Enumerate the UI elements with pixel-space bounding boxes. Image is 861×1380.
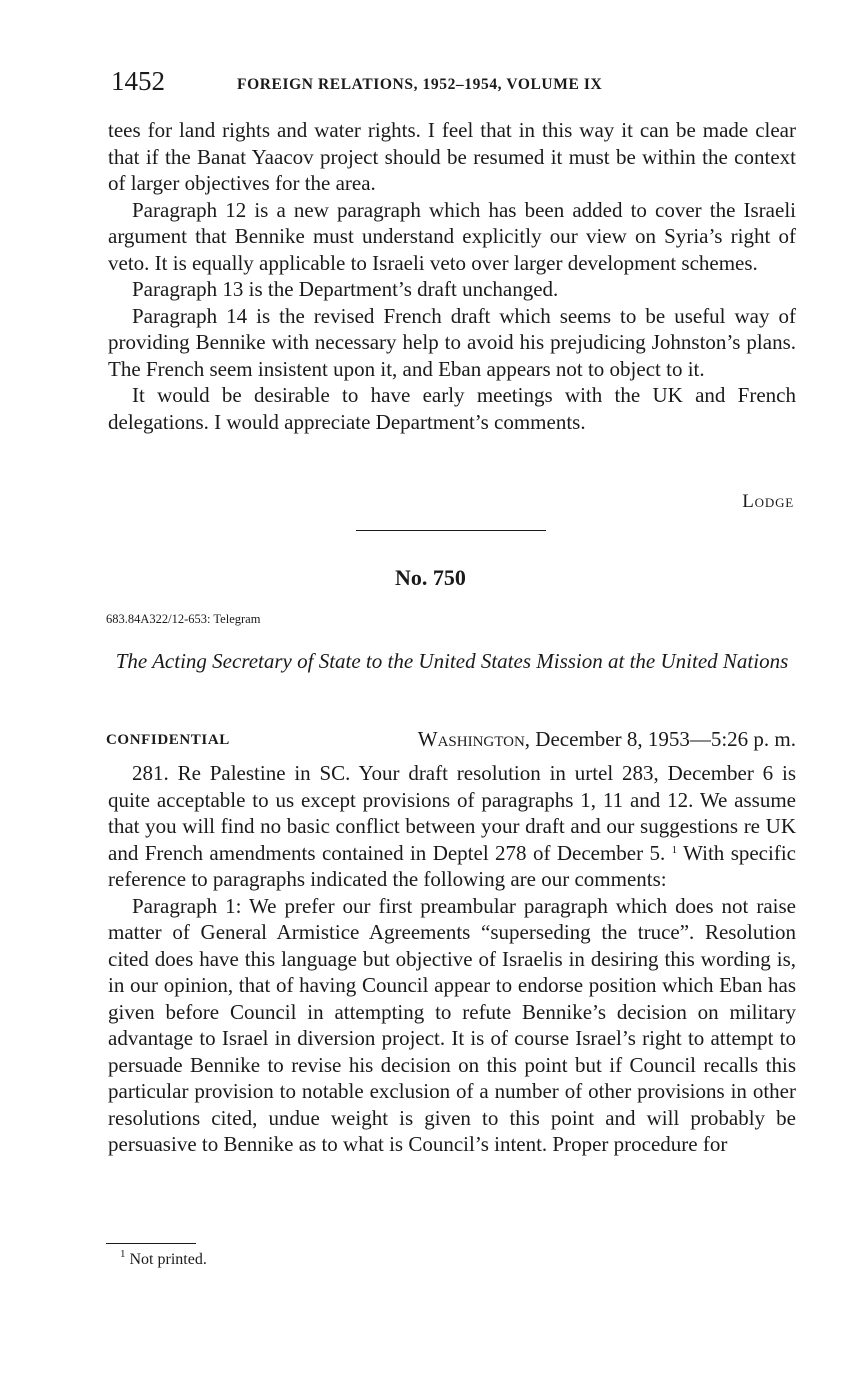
footnote-reference[interactable]: 1: [671, 843, 678, 856]
paragraph-13-note: Paragraph 13 is the Department’s draft unchanged.: [132, 277, 559, 301]
paragraph-12-note: Paragraph 12 is a new paragraph which has been added to cover the Israeli argument that Bennike must understand explicitly our view on Syria’s right of veto. It is equally applicable to Israeli veto over larger development schemes.: [108, 197, 796, 275]
telegram-paragraph: [108, 760, 796, 893]
section-divider: [356, 530, 546, 531]
footnote-rule: [106, 1243, 196, 1244]
date-time: , December 8, 1953—5:26 p. m.: [524, 727, 796, 751]
place-and-date: [418, 727, 796, 752]
previous-document-text: [108, 117, 796, 435]
dateline: [106, 727, 796, 755]
running-title: FOREIGN RELATIONS, 1952–1954, VOLUME IX: [237, 76, 603, 93]
file-reference: 683.84A322/12-653: Telegram: [106, 612, 261, 626]
page-header: [111, 66, 811, 100]
telegram-paragraph-start: 281. Re Palestine in SC. Your draft resolution in urtel 283, December 6 is quite acceptable to us except provisions of paragraphs 1, 11 and 12. We assume that you will find no basic conflict between your draft and our suggestions re UK and French amendments contained in Deptel 278 of December 5.: [108, 761, 796, 865]
page-number: 1452: [111, 66, 165, 96]
classification-label: CONFIDENTIAL: [106, 732, 230, 748]
telegram-paragraph-end: With specific reference to paragraphs indicated the following are our comments:: [108, 840, 796, 891]
document-number: No. 750: [395, 565, 466, 590]
footnote: [120, 1248, 207, 1269]
telegram-paragraph: Paragraph 1: We prefer our first preambular paragraph which does not raise matter of General Armistice Agreements “superseding the truce”. Resolution cited does have this language but objective of Israelis in desiring this wording is, in our opinion, that of having Council appear to endorse position which Eban has given before Council in attempting to refute Bennike’s decision on military advantage to Israel in diversion project. It is of course Israel’s right to attempt to persuade Bennike to revise his decision on this point but if Council recalls this particular provision to notable exclusion of a number of other provisions in other resolutions cited, undue weight is given to this point and will probably be persuasive to Bennike as to what is Council’s intent. Proper procedure for: [108, 893, 796, 1156]
footnote-marker: 1: [120, 1248, 126, 1260]
place: Washington: [417, 727, 525, 751]
document-title: The Acting Secretary of State to the United States Mission at the United Nations: [115, 649, 789, 673]
signature: Lodge: [742, 491, 794, 512]
closing-paragraph: It would be desirable to have early meetings with the UK and French delegations. I would appreciate Department’s comments.: [108, 383, 796, 434]
paragraph-14-note: Paragraph 14 is the revised French draft which seems to be useful way of providing Bennike with necessary help to avoid his prejudicing Johnston’s plans. The French seem insistent upon it, and Eban appears not to object to it.: [108, 303, 796, 381]
telegram-body: [108, 760, 796, 1158]
continued-paragraph: tees for land rights and water rights. I feel that in this way it can be made clear that if the Banat Yaacov project should be resumed it must be within the context of larger objectives for the area.: [108, 118, 796, 195]
footnote-text: Not printed.: [125, 1251, 207, 1268]
